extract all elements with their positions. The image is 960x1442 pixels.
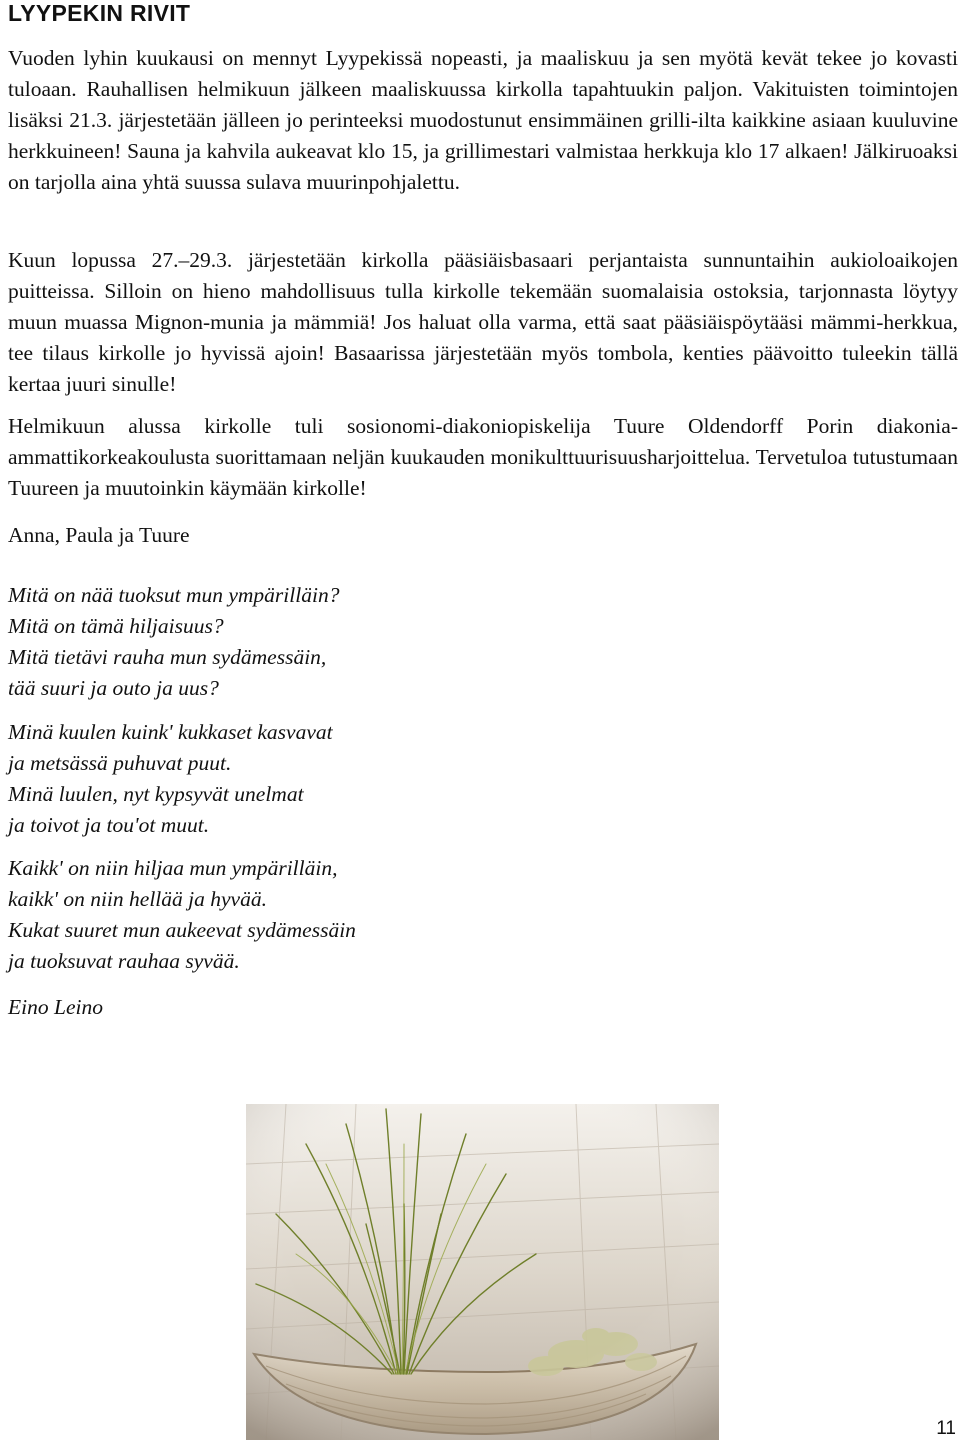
poem-line: kaikk' on niin hellää ja hyvää.	[8, 887, 267, 911]
paragraph-grill-evening: Vuoden lyhin kuukausi on mennyt Lyypekissä nopeasti, ja maaliskuu ja sen myötä kevät tekee jo kovasti tuloaan. Rauhallisen helmikuun jälkeen maaliskuussa kirkolla tapahtuukin paljon. Vakituisten toimintojen lisäksi 21.3. järjestetään jälleen jo perinteeksi muodostunut ensimmäinen grilli-ilta kaikkine asiaan kuuluvine herkkuineen! Sauna ja kahvila aukeavat klo 15, ja grillimestari valmistaa herkkuja klo 17 alkaen! Jälkiruoaksi on tarjolla aina yhtä suussa sulava muurinpohjalettu.	[8, 46, 958, 194]
article-title: LYYPEKIN RIVIT	[8, 0, 191, 26]
article-signature: Anna, Paula ja Tuure	[8, 523, 190, 547]
paragraph-easter-bazaar: Kuun lopussa 27.–29.3. järjestetään kirkolla pääsiäisbasaari perjantaista sunnuntaihin aukioloaikojen puitteissa. Silloin on hieno mahdollisuus tulla kirkolle tekemään suomalaisia ostoksia, tarjonnasta löytyy muun muassa Mignon-munia ja mämmiä! Jos haluat olla varma, että saat pääsiäispöytääsi mämmi-herkkua, tee tilaus kirkolle jo hyvissä ajoin! Basaarissa järjestetään myös tombola, kenties päävoitto tuleekin tällä kertaa juuri sinulle!	[8, 248, 958, 396]
poem-line: Mitä tietävi rauha mun sydämessäin,	[8, 645, 327, 669]
poem-line: Minä luulen, nyt kypsyvät unelmat	[8, 782, 304, 806]
poem-line: ja metsässä puhuvat puut.	[8, 751, 232, 775]
poem-stanza	[8, 853, 356, 977]
poem-line: Kaikk' on niin hiljaa mun ympärilläin,	[8, 856, 338, 880]
paragraph-trainee: Helmikuun alussa kirkolle tuli sosionomi-diakoniopiskelija Tuure Oldendorff Porin diakonia-ammattikorkeakoulusta suorittamaan neljän kuukauden monikulttuurisuusharjoittelua. Tervetuloa tutustumaan Tuureen ja muutoinkin käymään kirkolle!	[8, 414, 958, 500]
photo-vignette	[246, 1104, 719, 1440]
poem-line: Kukat suuret mun aukeevat sydämessäin	[8, 918, 356, 942]
poem-line: tää suuri ja outo ja uus?	[8, 676, 219, 700]
poem-line: Mitä on tämä hiljaisuus?	[8, 614, 224, 638]
page-number: 11	[936, 1418, 956, 1439]
poem-author: Eino Leino	[8, 995, 103, 1019]
poem-line: Minä kuulen kuink' kukkaset kasvavat	[8, 720, 333, 744]
poem-line: ja toivot ja tou'ot muut.	[8, 813, 210, 837]
grass-basket-photo	[246, 1104, 719, 1440]
poem-line: Mitä on nää tuoksut mun ympärilläin?	[8, 583, 340, 607]
poem-line: ja tuoksuvat rauhaa syvää.	[8, 949, 240, 973]
photo-illustration	[246, 1104, 719, 1440]
poem-stanza	[8, 717, 333, 841]
poem-stanza	[8, 580, 339, 704]
